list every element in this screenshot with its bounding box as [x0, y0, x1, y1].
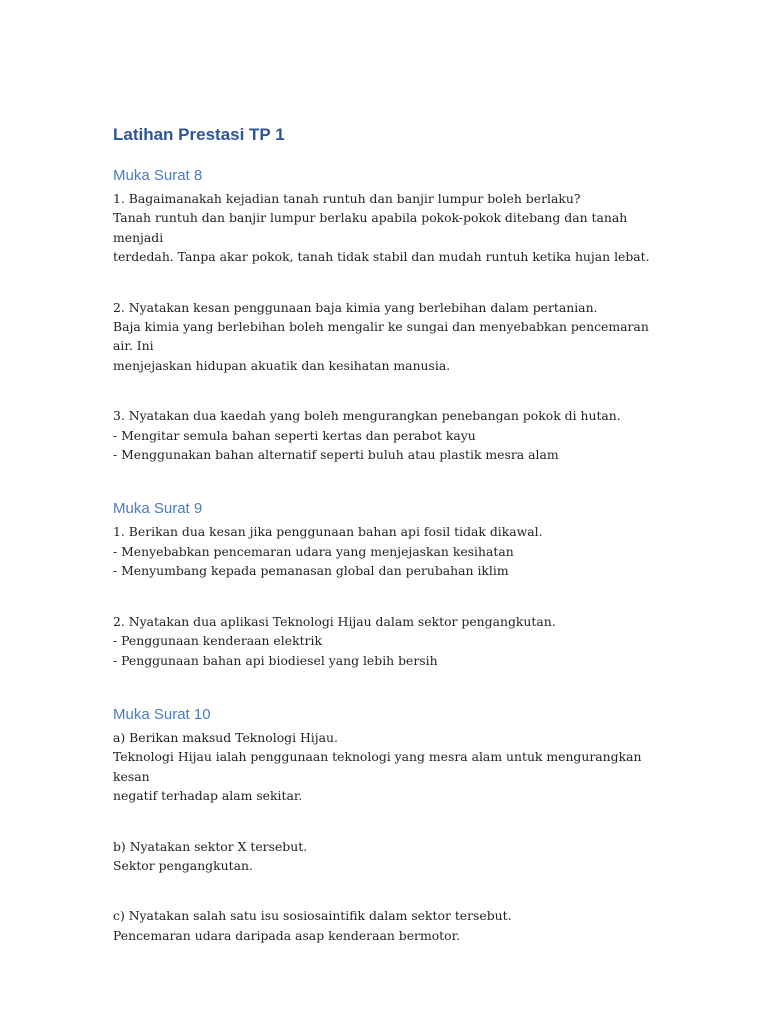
question-answer — [113, 406, 668, 464]
question-text: 1. Bagaimanakah kejadian tanah runtuh dan banjir lumpur boleh berlaku? — [113, 191, 581, 206]
question-answer — [113, 906, 668, 945]
question-answer — [113, 522, 668, 580]
answer-line: Baja kimia yang berlebihan boleh mengalir ke sungai dan menyebabkan pencemaran air. Ini — [113, 319, 649, 354]
answer-line: - Menyebabkan pencemaran udara yang menjejaskan kesihatan — [113, 543, 514, 559]
section-heading: Muka Surat 8 — [113, 167, 203, 184]
section-muka-surat-9 — [113, 498, 668, 669]
answer-line: terdedah. Tanpa akar pokok, tanah tidak stabil dan mudah runtuh ketika hujan lebat. — [113, 249, 650, 265]
answer-line: Tanah runtuh dan banjir lumpur berlaku apabila pokok-pokok ditebang dan tanah menjadi — [113, 210, 628, 245]
question-text: 2. Nyatakan dua aplikasi Teknologi Hijau dalam sektor pengangkutan. — [113, 613, 556, 629]
answer-line: Pencemaran udara daripada asap kenderaan bermotor. — [113, 927, 461, 943]
question-answer — [113, 837, 668, 876]
answer-line: menjejaskan hidupan akuatik dan kesihatan manusia. — [113, 357, 451, 373]
section-muka-surat-8 — [113, 165, 668, 464]
answer-line: Teknologi Hijau ialah penggunaan teknologi yang mesra alam untuk mengurangkan kesan — [113, 749, 642, 784]
answer-line: - Mengitar semula bahan seperti kertas dan perabot kayu — [113, 427, 476, 443]
question-answer — [113, 728, 668, 806]
section-muka-surat-10 — [113, 704, 668, 945]
section-heading: Muka Surat 9 — [113, 500, 203, 518]
question-text: 1. Berikan dua kesan jika penggunaan bahan api fosil tidak dikawal. — [113, 524, 543, 540]
answer-line: - Penggunaan kenderaan elektrik — [113, 633, 322, 649]
section-heading: Muka Surat 10 — [113, 705, 211, 723]
answer-line: - Penggunaan bahan api biodiesel yang lebih bersih — [113, 652, 438, 668]
question-text: b) Nyatakan sektor X tersebut. — [113, 838, 308, 854]
question-text: 2. Nyatakan kesan penggunaan baja kimia yang berlebihan dalam pertanian. — [113, 299, 598, 315]
answer-line: negatif terhadap alam sekitar. — [113, 788, 303, 804]
question-text: 3. Nyatakan dua kaedah yang boleh mengurangkan penebangan pokok di hutan. — [113, 408, 621, 424]
question-text: a) Berikan maksud Teknologi Hijau. — [113, 729, 338, 745]
question-answer — [113, 189, 668, 267]
answer-line: - Menggunakan bahan alternatif seperti buluh atau plastik mesra alam — [113, 447, 559, 463]
question-answer — [113, 612, 668, 670]
answer-line: Sektor pengangkutan. — [113, 857, 253, 873]
question-answer — [113, 298, 668, 376]
document-title: Latihan Prestasi TP 1 — [113, 125, 285, 144]
answer-line: - Menyumbang kepada pemanasan global dan perubahan iklim — [113, 563, 509, 579]
question-text: c) Nyatakan salah satu isu sosiosaintifik dalam sektor tersebut. — [113, 908, 512, 924]
